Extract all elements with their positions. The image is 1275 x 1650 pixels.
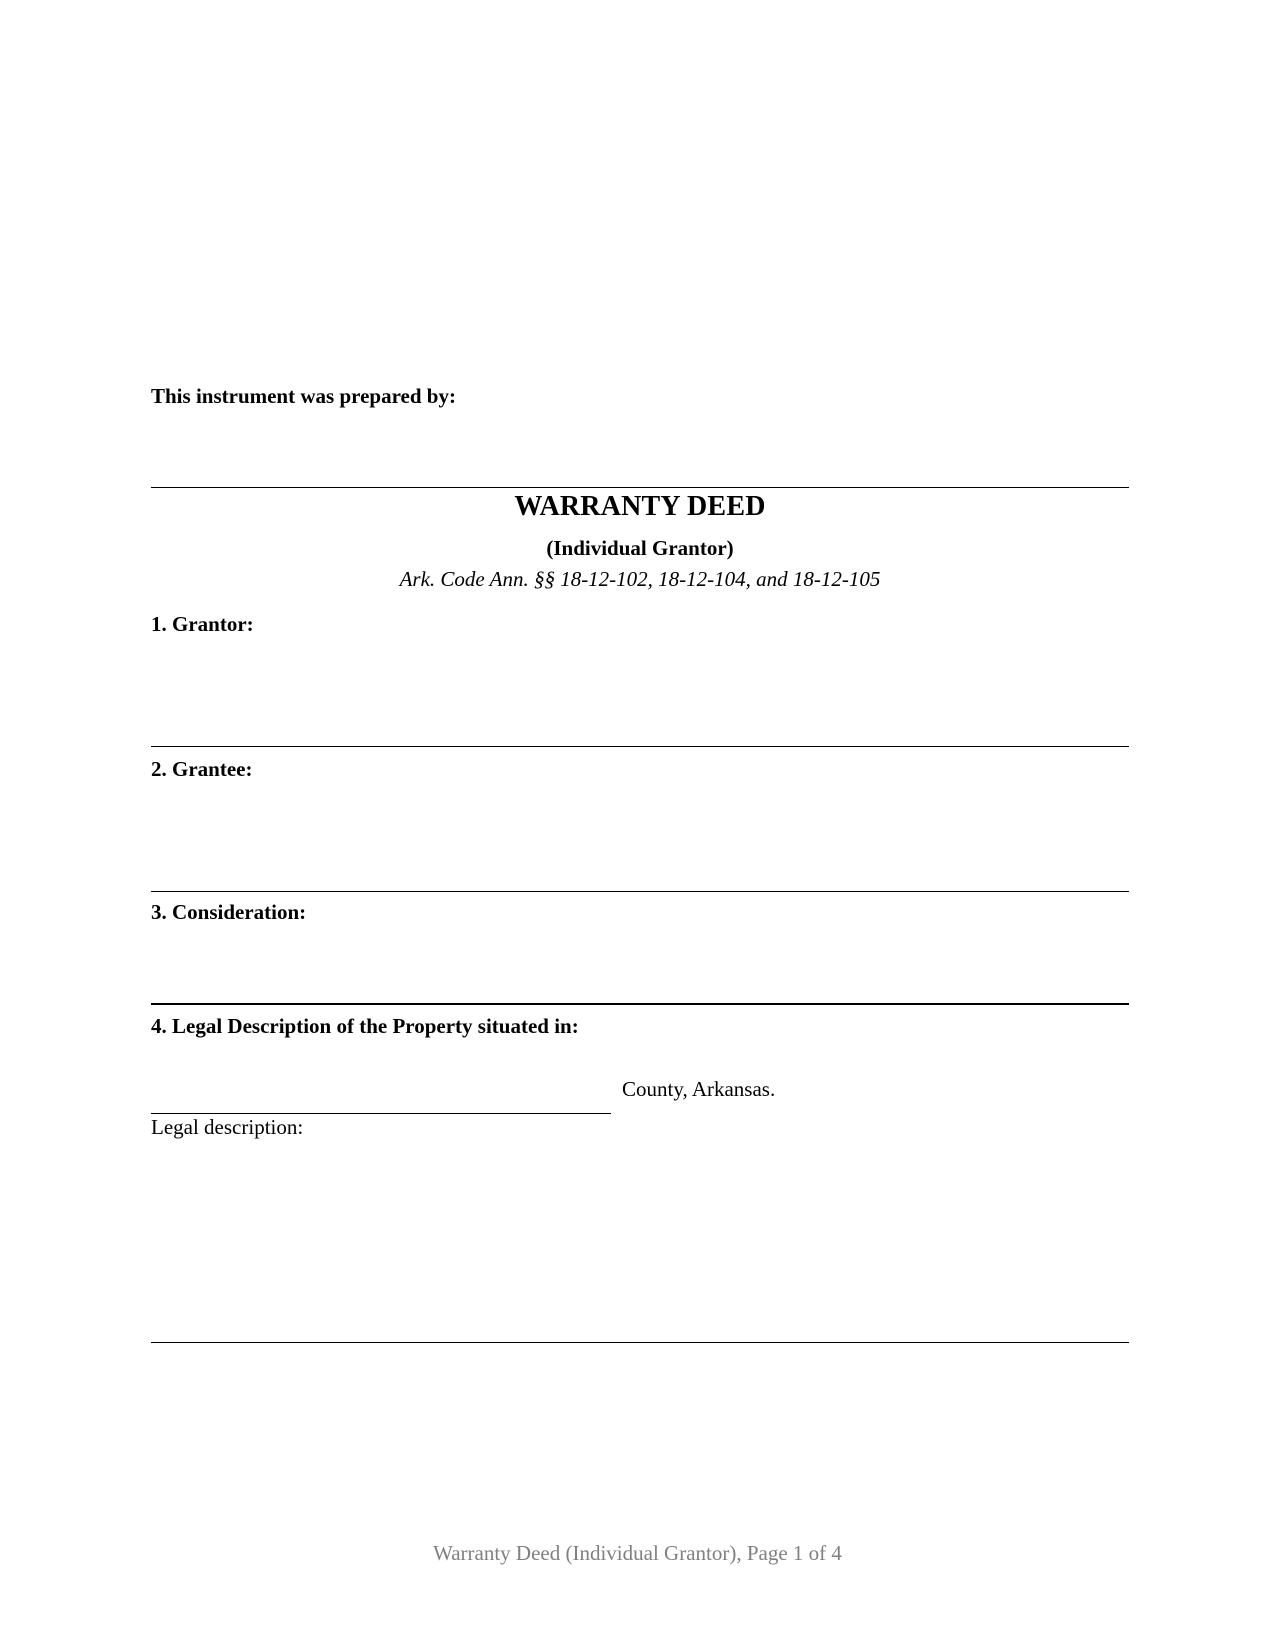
document-subtitle: (Individual Grantor)	[546, 536, 734, 560]
section-consideration-heading: 3. Consideration:	[151, 900, 307, 924]
section-grantor-heading: 1. Grantor:	[151, 612, 254, 636]
document-title: WARRANTY DEED	[514, 491, 766, 522]
statute-reference: Ark. Code Ann. §§ 18-12-102, 18-12-104, and 18-12-105	[399, 567, 881, 591]
page-footer: Warranty Deed (Individual Grantor), Page 1 of 4	[433, 1541, 842, 1565]
legal-description-field-line[interactable]	[151, 1342, 1129, 1343]
grantor-field-line[interactable]	[151, 746, 1129, 747]
county-suffix-text: County, Arkansas.	[622, 1077, 776, 1101]
grantee-field-line[interactable]	[151, 891, 1129, 892]
title-top-rule	[151, 487, 1129, 488]
legal-description-label: Legal description:	[151, 1115, 304, 1139]
consideration-field-line[interactable]	[151, 1003, 1129, 1005]
section-legal-description-heading: 4. Legal Description of the Property situated in:	[151, 1014, 579, 1038]
county-field-line[interactable]	[151, 1113, 611, 1114]
section-grantee-heading: 2. Grantee:	[151, 757, 253, 781]
prepared-by-label: This instrument was prepared by:	[151, 384, 456, 408]
